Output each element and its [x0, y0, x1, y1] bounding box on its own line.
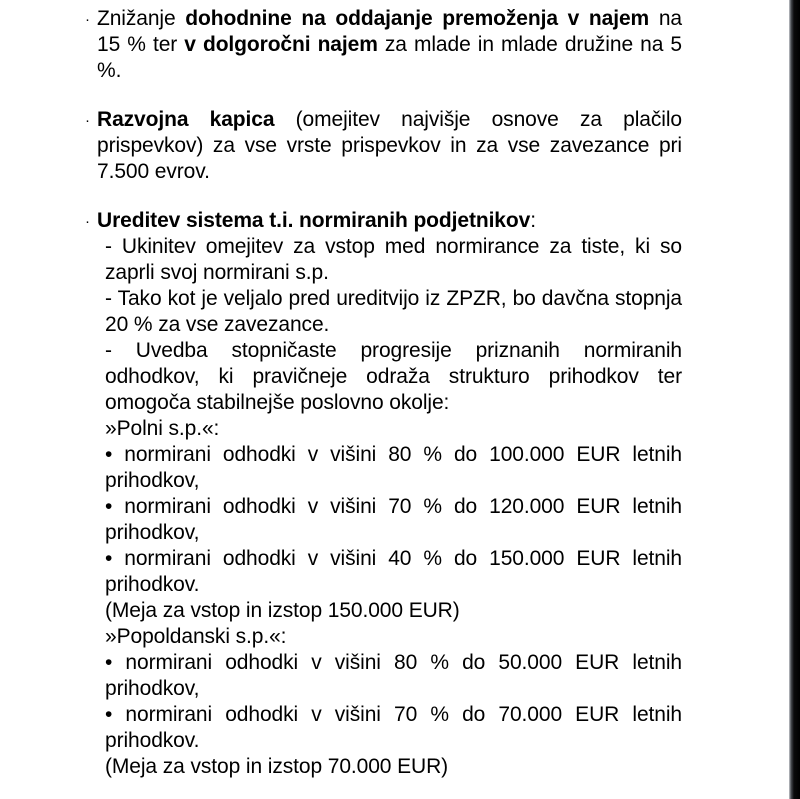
sub-item-bullet: • normirani odhodki v višini 80 % do 100.000 EUR letnih prihodkov,	[105, 443, 682, 492]
text-segment-bold: dohodnine na oddajanje premoženja v najem	[185, 7, 650, 30]
bullet-marker-icon: ·	[85, 11, 90, 28]
sub-item-bullet: • normirani odhodki v višini 70 % do 120.000 EUR letnih prihodkov,	[105, 495, 682, 544]
text-segment: (omejitev najvišje osnove za plačilo prispevkov) za vse vrste prispevkov in za vse zavezance pri 7.500 evrov.	[97, 108, 682, 183]
text-segment: na 15 % ter	[97, 7, 682, 56]
sub-group-label: »Popoldanski s.p.«:	[105, 625, 287, 648]
bullet-marker-icon: ·	[85, 213, 90, 230]
section-heading	[97, 208, 682, 234]
sub-item-note: (Meja za vstop in izstop 70.000 EUR)	[105, 755, 449, 778]
text-segment-bold: Razvojna kapica	[97, 108, 275, 131]
sub-item-note: (Meja za vstop in izstop 150.000 EUR)	[105, 599, 460, 622]
bullet-row	[85, 208, 682, 234]
paragraph-text	[97, 107, 682, 185]
text-segment: :	[530, 209, 536, 232]
sub-item-dash: - Uvedba stopničaste progresije priznanih normiranih odhodkov, ki pravičneje odraža strukturo prihodkov ter omogoča stabilnejše poslovno okolje:	[105, 339, 682, 414]
bullet-item-2	[85, 107, 682, 185]
bullet-item-3	[85, 208, 682, 780]
text-segment-bold: v dolgoročni najem	[184, 33, 378, 56]
text-segment: za mlade in mlade družine na 5 %.	[97, 33, 682, 82]
bullet-marker-icon: ·	[85, 112, 90, 129]
sub-item-dash: - Ukinitev omejitev za vstop med normirance za tiste, ki so zaprli svoj normirani s.p.	[105, 235, 682, 284]
text-segment: Znižanje	[97, 7, 186, 30]
bullet-item-1	[85, 6, 682, 84]
sub-item-dash: - Tako kot je veljalo pred ureditvijo iz ZPZR, bo davčna stopnja 20 % za vse zavezance.	[105, 287, 682, 336]
page-scan-edge	[789, 0, 800, 799]
paragraph-text	[97, 6, 682, 84]
sub-item-bullet: • normirani odhodki v višini 40 % do 150.000 EUR letnih prihodkov.	[105, 547, 682, 596]
bullet-row	[85, 6, 682, 84]
text-segment-bold: Ureditev sistema t.i. normiranih podjetnikov	[97, 209, 531, 232]
document-text-body	[85, 6, 682, 780]
sub-group-label: »Polni s.p.«:	[105, 417, 220, 440]
sub-item-bullet: • normirani odhodki v višini 80 % do 50.000 EUR letnih prihodkov,	[105, 651, 682, 700]
bullet-row	[85, 107, 682, 185]
sub-item-bullet: • normirani odhodki v višini 70 % do 70.000 EUR letnih prihodkov.	[105, 703, 682, 752]
